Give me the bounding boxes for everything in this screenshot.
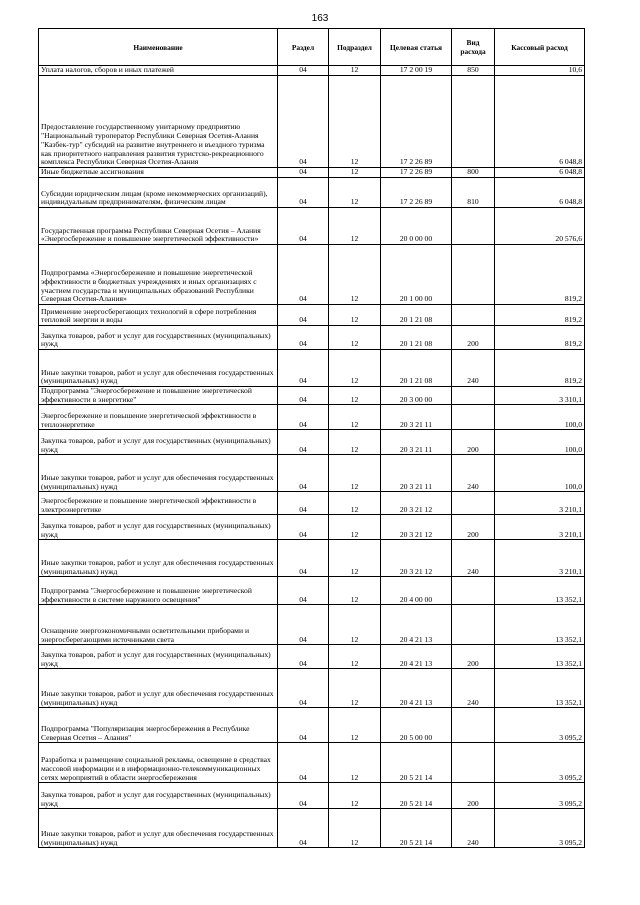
cell-amount: 6 048,8 [495,178,585,208]
cell-amount: 3 210,1 [495,515,585,540]
cell-subsection: 12 [329,540,381,577]
cell-subsection: 12 [329,515,381,540]
cell-section: 04 [278,645,329,669]
table-row [39,208,585,245]
cell-target: 20 3 21 12 [381,515,452,540]
cell-section: 04 [278,708,329,743]
cell-expense-type: 800 [452,168,495,178]
cell-target: 20 1 21 08 [381,305,452,326]
table-row [39,66,585,76]
cell-amount: 13 352,1 [495,605,585,645]
cell-subsection: 12 [329,783,381,809]
cell-expense-type: 240 [452,350,495,387]
cell-name: Закупка товаров, работ и услуг для государственных (муниципальных) нужд [39,430,278,455]
cell-amount: 819,2 [495,305,585,326]
cell-expense-type: 240 [452,455,495,492]
cell-section: 04 [278,387,329,405]
header-name: Наименование [39,29,278,66]
cell-target: 20 3 21 11 [381,405,452,430]
cell-amount: 13 352,1 [495,645,585,669]
cell-section: 04 [278,305,329,326]
cell-target: 20 5 21 14 [381,809,452,848]
cell-amount: 819,2 [495,326,585,350]
cell-subsection: 12 [329,605,381,645]
cell-target: 17 2 00 19 [381,66,452,76]
cell-section: 04 [278,76,329,168]
cell-name: Закупка товаров, работ и услуг для государственных (муниципальных) нужд [39,645,278,669]
cell-subsection: 12 [329,645,381,669]
cell-target: 20 3 00 00 [381,387,452,405]
cell-name: Подпрограмма "Популяризация энергосбережения в Республике Северная Осетия – Алания" [39,708,278,743]
cell-section: 04 [278,605,329,645]
cell-section: 04 [278,208,329,245]
table-row [39,326,585,350]
table-row [39,515,585,540]
cell-expense-type [452,305,495,326]
cell-name: Энергосбережение и повышение энергетической эффективности в теплоэнергетике [39,405,278,430]
cell-subsection: 12 [329,405,381,430]
table-row [39,743,585,783]
cell-amount: 3 095,2 [495,809,585,848]
table-row [39,455,585,492]
cell-expense-type [452,577,495,605]
cell-expense-type: 240 [452,669,495,708]
budget-table [38,28,585,848]
cell-section: 04 [278,168,329,178]
table-row [39,645,585,669]
cell-target: 20 1 21 08 [381,350,452,387]
cell-target: 20 4 21 13 [381,605,452,645]
cell-amount: 3 210,1 [495,492,585,515]
table-row [39,669,585,708]
cell-name: Оснащение энергоэкономичными осветительными приборами и энергосберегающими источниками света [39,605,278,645]
cell-target: 20 3 21 12 [381,540,452,577]
cell-target: 20 0 00 00 [381,208,452,245]
cell-expense-type [452,76,495,168]
cell-name: Иные закупки товаров, работ и услуг для обеспечения государственных (муниципальных) нужд [39,809,278,848]
cell-target: 20 3 21 11 [381,455,452,492]
cell-name: Уплата налогов, сборов и иных платежей [39,66,278,76]
table-row [39,387,585,405]
cell-name: Подпрограмма «Энергосбережение и повышение энергетической эффективности в бюджетных учреждениях и иных организациях с участием государства и муниципальных образований Республики Северная Осетия-Алания» [39,245,278,305]
cell-name: Разработка и размещение социальной рекламы, освещение в средствах массовой информации и в информационно-телекоммуникационных сетях мероприятий в области энергосбережения [39,743,278,783]
cell-expense-type: 240 [452,540,495,577]
cell-expense-type [452,245,495,305]
cell-subsection: 12 [329,76,381,168]
cell-section: 04 [278,326,329,350]
cell-subsection: 12 [329,245,381,305]
cell-name: Подпрограмма "Энергосбережение и повышение энергетической эффективности в системе наружного освещения" [39,577,278,605]
cell-name: Энергосбережение и повышение энергетической эффективности в электроэнергетике [39,492,278,515]
cell-subsection: 12 [329,350,381,387]
cell-name: Иные закупки товаров, работ и услуг для обеспечения государственных (муниципальных) нужд [39,669,278,708]
cell-subsection: 12 [329,168,381,178]
table-row [39,405,585,430]
cell-expense-type: 200 [452,783,495,809]
cell-target: 17 2 26 89 [381,178,452,208]
cell-section: 04 [278,540,329,577]
cell-target: 20 3 21 12 [381,492,452,515]
header-section: Раздел [278,29,329,66]
cell-section: 04 [278,492,329,515]
cell-expense-type [452,387,495,405]
cell-section: 04 [278,515,329,540]
cell-expense-type: 200 [452,326,495,350]
cell-amount: 100,0 [495,430,585,455]
cell-subsection: 12 [329,305,381,326]
cell-amount: 6 048,8 [495,76,585,168]
cell-amount: 13 352,1 [495,577,585,605]
cell-subsection: 12 [329,669,381,708]
cell-name: Иные закупки товаров, работ и услуг для обеспечения государственных (муниципальных) нужд [39,455,278,492]
cell-name: Государственная программа Республики Северная Осетия – Алания «Энергосбережение и повышение энергетической эффективности» [39,208,278,245]
cell-expense-type: 200 [452,430,495,455]
cell-target: 17 2 26 89 [381,168,452,178]
cell-name: Закупка товаров, работ и услуг для государственных (муниципальных) нужд [39,515,278,540]
cell-expense-type: 200 [452,515,495,540]
header-target: Целевая статья [381,29,452,66]
cell-target: 17 2 26 89 [381,76,452,168]
cell-amount: 3 310,1 [495,387,585,405]
cell-target: 20 3 21 11 [381,430,452,455]
cell-name: Иные бюджетные ассигнования [39,168,278,178]
cell-target: 20 4 21 13 [381,645,452,669]
table-row [39,168,585,178]
header-subsection: Подраздел [329,29,381,66]
cell-name: Иные закупки товаров, работ и услуг для обеспечения государственных (муниципальных) нужд [39,350,278,387]
cell-expense-type: 240 [452,809,495,848]
table-row [39,809,585,848]
cell-target: 20 5 21 14 [381,743,452,783]
cell-subsection: 12 [329,809,381,848]
cell-amount: 3 095,2 [495,783,585,809]
cell-section: 04 [278,430,329,455]
header-expense-type: Вид расхода [452,29,495,66]
cell-section: 04 [278,66,329,76]
cell-name: Иные закупки товаров, работ и услуг для обеспечения государственных (муниципальных) нужд [39,540,278,577]
cell-subsection: 12 [329,577,381,605]
cell-name: Закупка товаров, работ и услуг для государственных (муниципальных) нужд [39,326,278,350]
cell-amount: 3 210,1 [495,540,585,577]
table-row [39,430,585,455]
header-row [39,29,585,66]
cell-section: 04 [278,350,329,387]
table-row [39,76,585,168]
table-row [39,178,585,208]
cell-name: Закупка товаров, работ и услуг для государственных (муниципальных) нужд [39,783,278,809]
cell-expense-type [452,208,495,245]
cell-section: 04 [278,809,329,848]
cell-target: 20 4 21 13 [381,669,452,708]
cell-target: 20 5 21 14 [381,783,452,809]
cell-subsection: 12 [329,326,381,350]
cell-section: 04 [278,783,329,809]
cell-subsection: 12 [329,743,381,783]
cell-section: 04 [278,669,329,708]
cell-expense-type [452,708,495,743]
cell-amount: 819,2 [495,245,585,305]
cell-section: 04 [278,178,329,208]
cell-subsection: 12 [329,387,381,405]
cell-subsection: 12 [329,492,381,515]
cell-subsection: 12 [329,178,381,208]
cell-target: 20 5 00 00 [381,708,452,743]
cell-section: 04 [278,577,329,605]
cell-section: 04 [278,405,329,430]
cell-subsection: 12 [329,708,381,743]
cell-amount: 3 095,2 [495,743,585,783]
table-row [39,783,585,809]
cell-expense-type: 810 [452,178,495,208]
cell-amount: 10,6 [495,66,585,76]
table-row [39,492,585,515]
cell-section: 04 [278,245,329,305]
cell-expense-type [452,743,495,783]
cell-amount: 3 095,2 [495,708,585,743]
cell-target: 20 1 00 00 [381,245,452,305]
cell-subsection: 12 [329,455,381,492]
cell-expense-type: 850 [452,66,495,76]
cell-expense-type [452,605,495,645]
table-row [39,577,585,605]
cell-expense-type [452,492,495,515]
cell-amount: 20 576,6 [495,208,585,245]
page-number: 163 [311,13,329,24]
header-amount: Кассовый расход [495,29,585,66]
table-row [39,350,585,387]
cell-name: Подпрограмма "Энергосбережение и повышение энергетической эффективности в энергетике" [39,387,278,405]
cell-section: 04 [278,455,329,492]
cell-amount: 100,0 [495,455,585,492]
table-row [39,245,585,305]
cell-amount: 13 352,1 [495,669,585,708]
cell-target: 20 1 21 08 [381,326,452,350]
cell-amount: 6 048,8 [495,168,585,178]
table-row [39,605,585,645]
cell-name: Субсидии юридическим лицам (кроме некоммерческих организаций), индивидуальным предпринимателям, физическим лицам [39,178,278,208]
cell-name: Применение энергосберегающих технологий в сфере потребления тепловой энергии и воды [39,305,278,326]
cell-subsection: 12 [329,66,381,76]
cell-name: Предоставление государственному унитарному предприятию "Национальный туроператор Республики Северная Осетия-Алания "Казбек-тур" субсидий на развитие внутреннего и въездного туризма как приоритетного направления развития туристско-рекреационного комплекса Республики Северная Осетия-Алания [39,76,278,168]
cell-expense-type [452,405,495,430]
table-row [39,708,585,743]
cell-subsection: 12 [329,430,381,455]
cell-target: 20 4 00 00 [381,577,452,605]
cell-amount: 100,0 [495,405,585,430]
cell-expense-type: 200 [452,645,495,669]
cell-section: 04 [278,743,329,783]
cell-amount: 819,2 [495,350,585,387]
table-row [39,540,585,577]
table-row [39,305,585,326]
cell-subsection: 12 [329,208,381,245]
